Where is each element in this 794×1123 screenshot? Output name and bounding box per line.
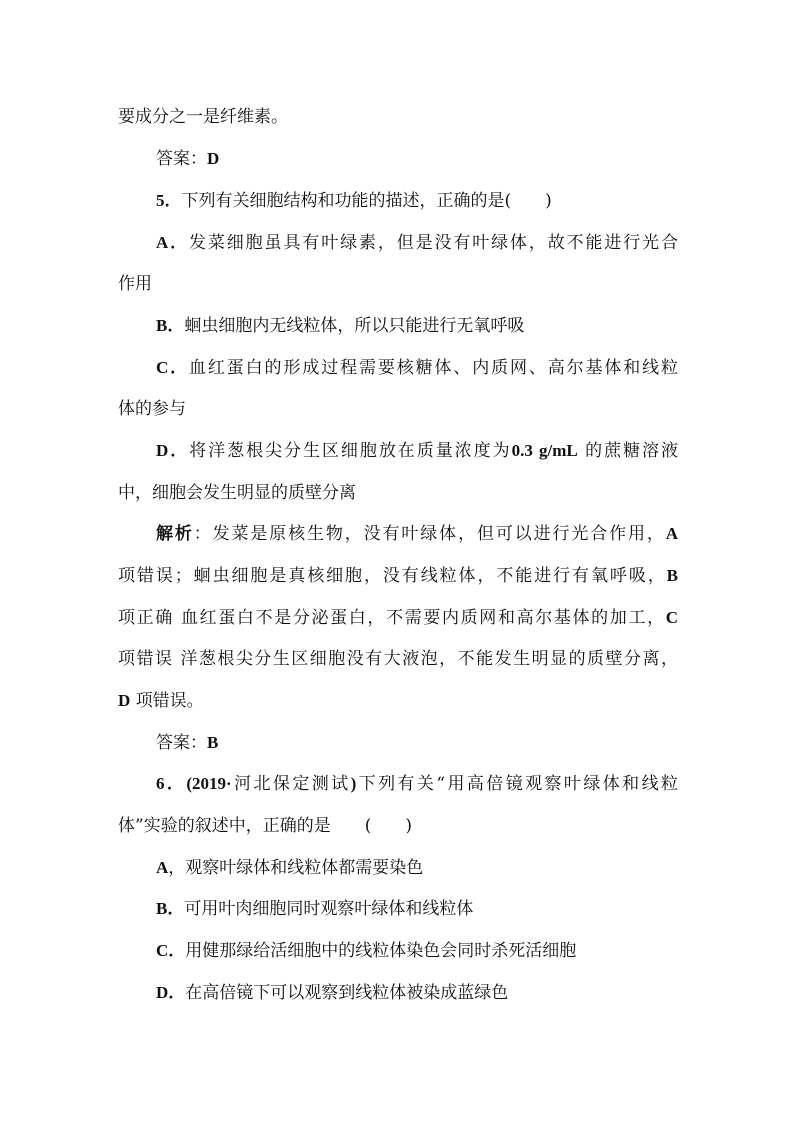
option-key: D． — [156, 441, 190, 460]
question-source: 河北保定测试 — [231, 774, 351, 794]
question-number: 5． — [156, 191, 182, 210]
option-d-line-2 — [118, 481, 678, 505]
analysis-line-4 — [118, 647, 678, 671]
question-source: ) — [350, 774, 357, 793]
question-6-stem-line-1 — [156, 772, 678, 796]
option-c-line-1 — [156, 356, 678, 380]
option-key: A． — [156, 233, 190, 252]
option-ref: B — [666, 566, 678, 585]
analysis-text: 项正确 — [118, 608, 174, 628]
analysis-line-3 — [118, 606, 678, 630]
question-number: 6． — [156, 774, 187, 793]
option-c-line-2 — [118, 397, 678, 421]
q6-option-a — [156, 856, 678, 880]
question-6-stem-line-2 — [118, 814, 678, 838]
analysis-label: 解析 — [156, 524, 194, 543]
option-text: 作用 — [118, 274, 152, 294]
q6-option-d — [156, 981, 678, 1005]
option-text: 用健那绿给活细胞中的线粒体染色会同时杀死活细胞 — [185, 941, 577, 961]
option-text: 血红蛋白的形成过程需要核糖体、内质网、高尔基体和线粒 — [189, 358, 678, 378]
option-key: B． — [156, 316, 185, 335]
analysis-line-1 — [156, 522, 678, 546]
option-d-line-1 — [156, 439, 678, 463]
question-text: 下列有关细胞结构和功能的描述，正确的是( ) — [181, 191, 552, 211]
question-5-stem — [156, 189, 678, 213]
analysis-text: 血红蛋白不是分泌蛋白，不需要内质网和高尔基体的加工， — [181, 608, 666, 628]
answer-value: D — [207, 149, 220, 168]
option-text: 蛔虫细胞内无线粒体，所以只能进行无氧呼吸 — [184, 316, 525, 336]
q6-option-b — [156, 897, 678, 921]
text: 要成分之一是纤维素。 — [118, 107, 288, 127]
option-a-line-1 — [156, 231, 678, 255]
answer-4 — [156, 147, 678, 171]
analysis-text: ：发菜是原核生物，没有叶绿体，但可以进行光合作用， — [193, 524, 666, 544]
answer-label: 答案： — [156, 733, 207, 753]
question-text: 下列有关“用高倍镜观察叶绿体和线粒 — [356, 774, 678, 794]
analysis-text: 洋葱根尖分生区细胞没有大液泡，不能发生明显的质壁分离， — [180, 649, 678, 669]
option-a-line-2 — [118, 272, 678, 296]
question-text: 体”实验的叙述中，正确的是 ( ) — [118, 816, 412, 836]
option-ref: C — [665, 608, 678, 627]
option-key: A — [156, 858, 169, 877]
option-key: D． — [156, 983, 186, 1002]
analysis-text: 项错误。 — [135, 691, 204, 711]
analysis-line-2 — [118, 564, 678, 588]
analysis-line-5 — [118, 689, 678, 713]
option-text: ，观察叶绿体和线粒体都需要染色 — [168, 858, 424, 878]
question-source: (2019· — [186, 774, 232, 793]
option-text: 在高倍镜下可以观察到线粒体被染成蓝绿色 — [185, 983, 509, 1003]
option-ref: D — [118, 691, 131, 710]
option-text: 体的参与 — [118, 399, 186, 419]
option-text: 将洋葱根尖分生区细胞放在质量浓度为 — [189, 441, 512, 461]
answer-label: 答案： — [156, 149, 207, 169]
option-text: 发菜细胞虽具有叶绿素，但是没有叶绿体，故不能进行光合 — [189, 233, 678, 253]
option-text: 中，细胞会发生明显的质壁分离 — [118, 483, 356, 503]
answer-5 — [156, 731, 678, 755]
option-text: 可用叶肉细胞同时观察叶绿体和线粒体 — [184, 899, 474, 919]
paragraph-line — [118, 105, 678, 129]
option-text: 的蔗糖溶液 — [585, 441, 678, 461]
option-key: C． — [156, 941, 186, 960]
q6-option-c — [156, 939, 678, 963]
analysis-text: 项错误 — [118, 649, 174, 669]
option-b — [156, 314, 678, 338]
analysis-text: 项错误；蛔虫细胞是真核细胞，没有线粒体，不能进行有氧呼吸， — [118, 566, 667, 586]
concentration: 0.3 g/mL — [511, 441, 578, 460]
option-key: C． — [156, 358, 190, 377]
option-ref: A — [665, 524, 678, 543]
option-key: B． — [156, 899, 185, 918]
answer-value: B — [207, 733, 219, 752]
